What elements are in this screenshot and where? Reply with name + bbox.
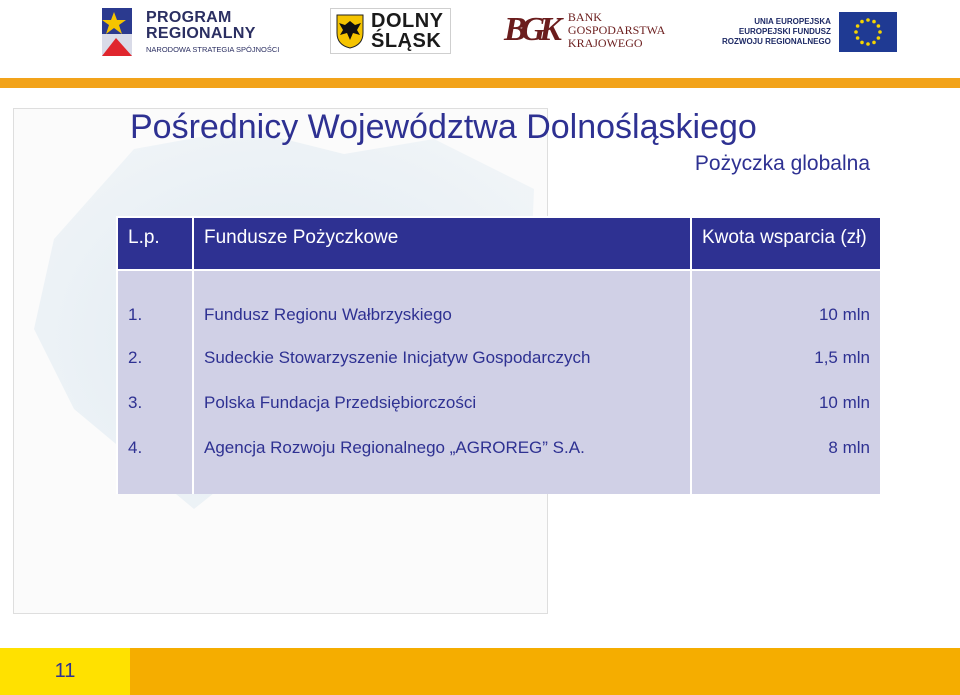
row-amount: 10 mln: [691, 270, 881, 348]
eu-flag-icon: [839, 12, 897, 52]
unia-line1: UNIA EUROPEJSKA: [754, 17, 831, 26]
row-lp: 3.: [117, 393, 193, 438]
row-lp: 2.: [117, 348, 193, 393]
table-header-row: [117, 217, 881, 270]
unia-line2: EUROPEJSKI FUNDUSZ: [738, 27, 831, 36]
dolny-slask-logo: [330, 8, 451, 54]
table-row: [117, 438, 881, 494]
row-lp: 4.: [117, 438, 193, 494]
program-regionalny-line1: PROGRAM: [146, 9, 232, 27]
row-amount: 10 mln: [691, 393, 881, 438]
bgk-monogram: BGK: [504, 11, 556, 48]
bgk-line3: KRAJOWEGO: [567, 35, 643, 50]
header-accent-line: [0, 78, 960, 88]
row-amount: 8 mln: [691, 438, 881, 494]
header-amount: Kwota wsparcia (zł): [691, 217, 881, 270]
slide-subtitle: Pożyczka globalna: [694, 152, 870, 175]
unia-europejska-logo: [722, 12, 897, 52]
program-regionalny-emblem-icon: [96, 4, 140, 60]
funds-table: [116, 216, 882, 494]
header-lp: L.p.: [117, 217, 193, 270]
row-amount: 1,5 mln: [691, 348, 881, 393]
bgk-line1: BANK: [567, 9, 602, 24]
header-name: Fundusze Pożyczkowe: [193, 217, 691, 270]
table-row: [117, 393, 881, 438]
footer-bar: [0, 648, 960, 695]
row-name: Fundusz Regionu Wałbrzyskiego: [193, 270, 691, 348]
row-name: Agencja Rozwoju Regionalnego „AGROREG” S.A.: [193, 438, 691, 494]
bgk-logo: [504, 8, 665, 52]
slide-title: Pośrednicy Województwa Dolnośląskiego: [130, 108, 757, 146]
row-lp: 1.: [117, 270, 193, 348]
logo-bar: [0, 0, 960, 70]
program-regionalny-line3: NARODOWA STRATEGIA SPÓJNOŚCI: [146, 45, 280, 55]
eagle-shield-icon: [335, 13, 365, 49]
table-row: [117, 348, 881, 393]
bgk-line2: GOSPODARSTWA: [567, 22, 666, 37]
row-name: Sudeckie Stowarzyszenie Inicjatyw Gospodarczych: [193, 348, 691, 393]
table-row: [117, 270, 881, 348]
program-regionalny-logo: [96, 2, 279, 62]
row-name: Polska Fundacja Przedsiębiorczości: [193, 393, 691, 438]
dolny-slask-line2: ŚLĄSK: [371, 30, 442, 52]
unia-line3: ROZWOJU REGIONALNEGO: [722, 37, 831, 46]
dolny-slask-line1: DOLNY: [371, 10, 444, 32]
program-regionalny-line2: REGIONALNY: [146, 25, 256, 43]
page-number: 11: [0, 648, 130, 695]
